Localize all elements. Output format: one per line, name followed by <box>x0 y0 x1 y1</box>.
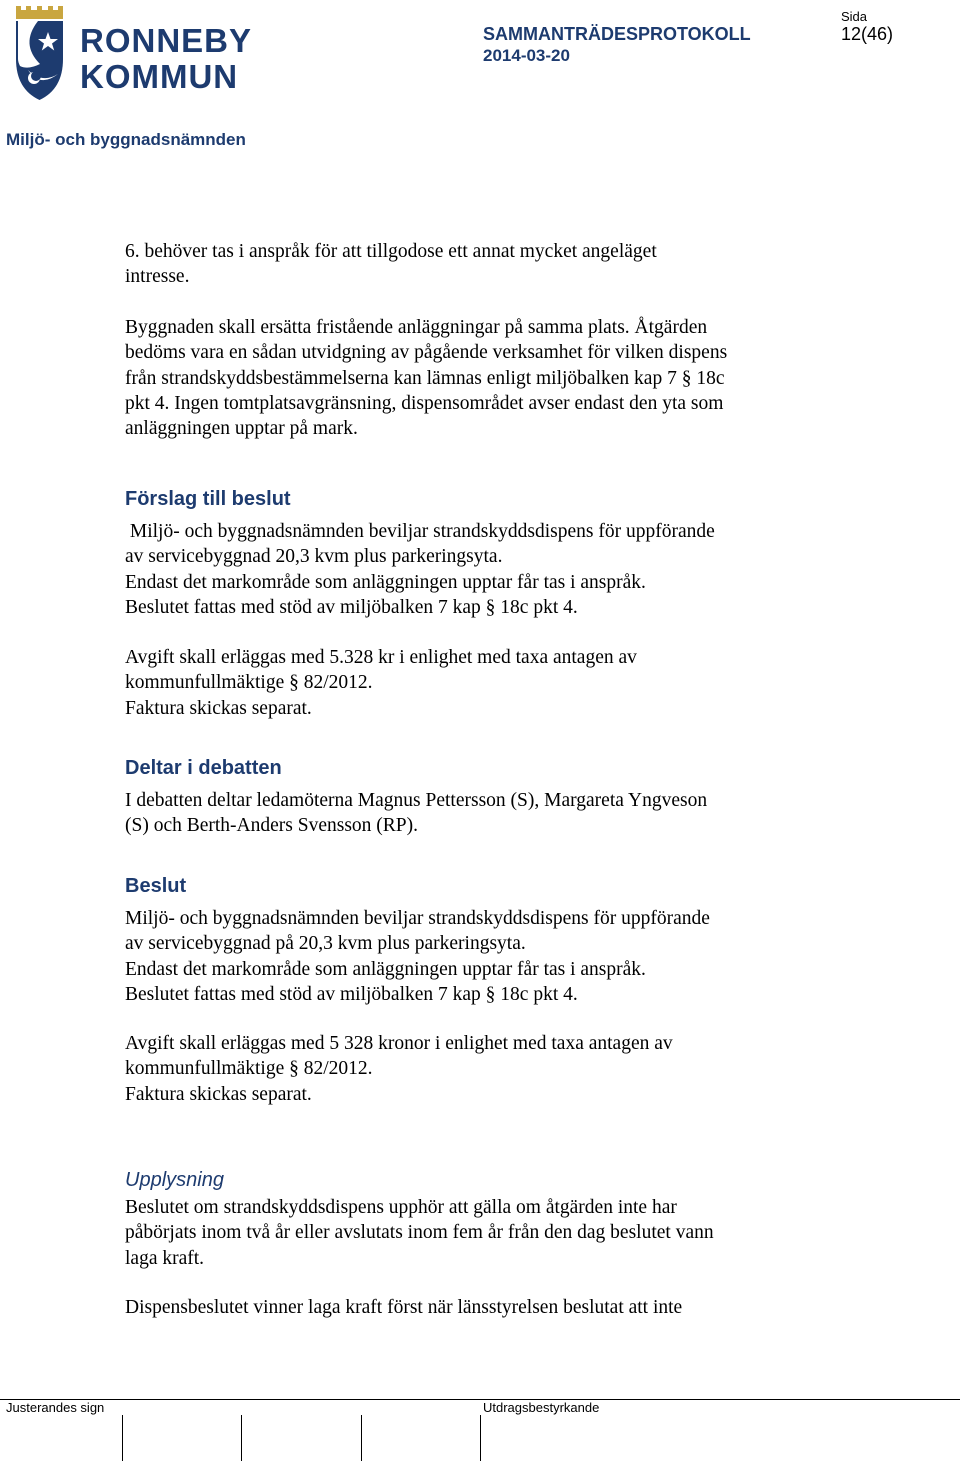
text-line: påbörjats inom två år eller avslutats inom fem år från den dag beslutet vann <box>125 1222 714 1244</box>
text-line: I debatten deltar ledamöterna Magnus Pettersson (S), Margareta Yngveson <box>125 790 708 811</box>
page-number: 12(46) <box>841 24 894 44</box>
beslut-fee-paragraph <box>125 1031 825 1107</box>
text-line: av servicebyggnad 20,3 kvm plus parkeringsyta. <box>125 546 503 568</box>
text-line: Endast det markområde som anläggningen upptar får tas i anspråk. <box>125 571 646 593</box>
text-line: pkt 4. Ingen tomtplatsavgränsning, dispensområdet avser endast den yta som <box>125 392 724 414</box>
text-line: Avgift skall erläggas med 5 328 kronor i enlighet med taxa antagen av <box>125 1033 673 1054</box>
text-line: Dispensbeslutet vinner laga kraft först när länsstyrelsen beslutat att inte <box>125 1297 683 1318</box>
text-line: Faktura skickas separat. <box>125 1083 312 1105</box>
item-6 <box>125 239 825 290</box>
debatt-paragraph <box>125 788 825 839</box>
text-line: Miljö- och byggnadsnämnden beviljar strandskyddsdispens för uppförande <box>125 908 710 929</box>
upplysning-paragraph <box>125 1195 825 1271</box>
utdragsbestyrkande-label: Utdragsbestyrkande <box>483 1400 600 1415</box>
heading-beslut: Beslut <box>125 875 187 897</box>
text-line: kommunfullmäktige § 82/2012. <box>125 672 373 694</box>
text-line: (S) och Berth-Anders Svensson (RP). <box>125 815 419 837</box>
text-line: intresse. <box>125 266 190 288</box>
text-line: Beslutet fattas med stöd av miljöbalken 7 kap § 18c pkt 4. <box>125 983 578 1005</box>
beslut-paragraph <box>125 906 825 1007</box>
text-line: Beslutet om strandskyddsdispens upphör att gälla om åtgärden inte har <box>125 1197 677 1218</box>
text-line: kommunfullmäktige § 82/2012. <box>125 1058 373 1080</box>
text-line: av servicebyggnad på 20,3 kvm plus parkeringsyta. <box>125 933 526 955</box>
text-line: Beslutet fattas med stöd av miljöbalken 7 kap § 18c pkt 4. <box>125 596 578 618</box>
logo-text-kommun: KOMMUN <box>80 58 239 95</box>
text-line: laga kraft. <box>125 1247 205 1269</box>
text-line: 6. behöver tas i anspråk för att tillgodose ett annat mycket angeläget <box>125 241 657 262</box>
text-line: Byggnaden skall ersätta fristående anläggningar på samma plats. Åtgärden <box>125 317 708 338</box>
text-line: Faktura skickas separat. <box>125 697 312 719</box>
text-line: Endast det markområde som anläggningen upptar får tas i anspråk. <box>125 958 646 980</box>
text-line: anläggningen upptar på mark. <box>125 418 358 440</box>
document-type: SAMMANTRÄDESPROTOKOLL <box>483 24 751 44</box>
upplysning-last-line <box>125 1295 825 1320</box>
committee-name: Miljö- och byggnadsnämnden <box>6 130 246 149</box>
heading-upplysning: Upplysning <box>125 1169 224 1191</box>
heading-debatt: Deltar i debatten <box>125 757 282 779</box>
text-line: Miljö- och byggnadsnämnden beviljar strandskyddsdispens för uppförande <box>125 521 715 542</box>
heading-forslag: Förslag till beslut <box>125 488 291 510</box>
signature-box-divider <box>480 1415 481 1461</box>
signature-box-divider <box>241 1415 242 1461</box>
text-line: från strandskyddsbestämmelserna kan lämnas enligt miljöbalken kap 7 § 18c <box>125 367 725 389</box>
forslag-paragraph <box>125 519 825 620</box>
signature-box-divider <box>122 1415 123 1461</box>
forslag-fee-paragraph <box>125 645 825 721</box>
signature-box-divider <box>361 1415 362 1461</box>
justerandes-sign-label: Justerandes sign <box>6 1400 105 1415</box>
logo-text-ronneby: RONNEBY <box>80 22 253 59</box>
text-line: Avgift skall erläggas med 5.328 kr i enlighet med taxa antagen av <box>125 647 637 668</box>
ronneby-kommun-logo <box>10 4 266 104</box>
description-paragraph <box>125 315 825 441</box>
meeting-date: 2014-03-20 <box>483 46 570 65</box>
footer-divider <box>0 1399 960 1400</box>
page-label: Sida <box>841 9 868 24</box>
text-line: bedöms vara en sådan utvidgning av pågående verksamhet för vilken dispens <box>125 342 728 364</box>
